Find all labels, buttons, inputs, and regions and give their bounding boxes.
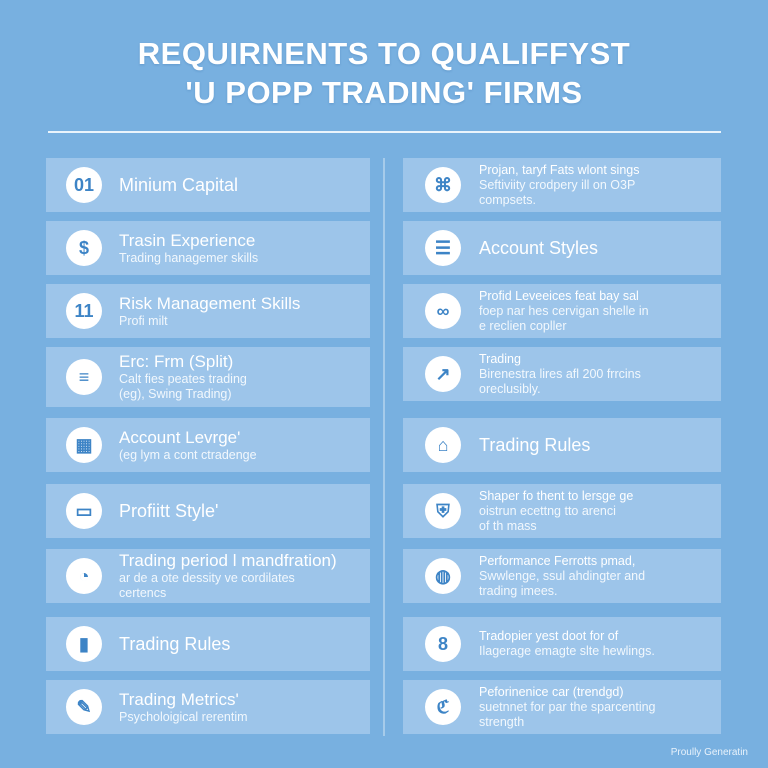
infinity-icon: ∞ [425, 293, 461, 329]
card-text [479, 352, 641, 397]
number-icon: 01 [66, 167, 102, 203]
card-text [479, 163, 639, 208]
left-requirement-card [46, 158, 370, 212]
card-description: compsets. [479, 192, 536, 207]
checklist-icon: ✎ [66, 689, 102, 725]
risk-icon: 11 [66, 293, 102, 329]
card-description: ar de a ote dessity ve cordilates [119, 571, 295, 585]
title-line-1: REQUIRNENTS TO QUALIFFYST [137, 36, 631, 71]
card-text [119, 551, 337, 601]
trend-icon: ↗ [425, 356, 461, 392]
card-description: Profi milt [119, 313, 168, 328]
title-line-2: 'U POPP TRADING' FIRMS [185, 75, 583, 110]
ce-icon: ℭ [425, 689, 461, 725]
right-requirement-card [403, 549, 721, 603]
card-description: suetnnet for par the sparcenting [479, 699, 656, 714]
left-requirement-card [46, 680, 370, 734]
card-description: Calt fies peates trading [119, 372, 247, 386]
card-text [479, 554, 645, 599]
card-description: Trading hanagemer skills [119, 250, 259, 265]
card-heading: Minium Capital [119, 175, 239, 195]
card-text [479, 489, 633, 534]
card-heading: Account Styles [479, 238, 599, 258]
card-heading: Profiitt Style' [119, 501, 219, 521]
card-description: (eg lym a cont ctradenge [119, 447, 257, 462]
card-text [119, 231, 258, 266]
card-description: oreclusibly. [479, 381, 541, 396]
left-requirement-card [46, 418, 370, 472]
chart-board-icon: ▦ [66, 427, 102, 463]
card-heading: Performance Ferrotts pmad, [479, 553, 636, 568]
card-heading: Trading period l mandfration) [119, 551, 337, 570]
document-icon: ≡ [66, 359, 102, 395]
column-divider [383, 158, 385, 736]
card-heading: Projan, taryf Fats wlont sings [479, 162, 640, 177]
card-heading: Trading Metrics' [119, 689, 239, 709]
card-text [119, 501, 218, 521]
card-text [119, 352, 247, 402]
card-text [119, 690, 248, 725]
card-description: trading imees. [479, 583, 558, 598]
card-text [479, 435, 590, 455]
card-heading: Trading Rules [479, 435, 591, 455]
left-requirement-card [46, 221, 370, 275]
gauge-icon: ◔ [66, 558, 102, 594]
handshake-icon: ⌘ [425, 167, 461, 203]
certificate-icon: $ [66, 230, 102, 266]
left-requirement-card [46, 484, 370, 538]
card-heading: Shaper fo thent to lersge ge [479, 488, 634, 503]
card-heading: Profid Leveeices feat bay sal [479, 288, 639, 303]
card-description: Ilagerage emagte slte hewlings. [479, 644, 655, 658]
page-title [0, 34, 768, 112]
links-icon: 8 [425, 626, 461, 662]
house-icon: ⌂ [425, 427, 461, 463]
card-description: Seftiviity crodpery ill on O3P [479, 177, 636, 192]
left-requirement-card [46, 347, 370, 407]
title-divider [48, 131, 721, 133]
card-heading: Trasin Experience [119, 230, 256, 250]
card-description: e reclien copller [479, 318, 567, 333]
card-description: certencs [119, 586, 167, 600]
card-heading: Risk Management Skills [119, 293, 301, 313]
card-description: Swwlenge, ssul ahdingter and [479, 568, 646, 583]
left-requirement-card [46, 549, 370, 603]
card-heading: Erc: Frm (Split) [119, 352, 234, 371]
right-requirement-card [403, 418, 721, 472]
right-requirement-card [403, 158, 721, 212]
right-requirement-card [403, 347, 721, 401]
card-description: oistrun ecettng tto arenci [479, 503, 616, 518]
card-text [119, 294, 300, 329]
card-text [119, 428, 257, 463]
left-requirement-card [46, 617, 370, 671]
card-description: of th mass [479, 518, 537, 533]
card-description: (eg), Swing Trading) [119, 387, 232, 401]
card-text [479, 629, 655, 659]
right-requirement-card [403, 221, 721, 275]
card-text [119, 634, 230, 654]
card-description: Birenestra lires afl 200 frrcins [479, 366, 641, 381]
card-description: Psycholoigical rerentim [119, 709, 248, 724]
card-heading: Peforinenice car (trendgd) [479, 684, 624, 699]
card-description: foep nar hes cervigan shelle in [479, 303, 649, 318]
list-icon: ☰ [425, 230, 461, 266]
card-heading: Trading [479, 351, 521, 366]
right-requirement-card [403, 284, 721, 338]
card-text [479, 289, 649, 334]
left-requirement-card [46, 284, 370, 338]
card-heading: Trading Rules [119, 634, 231, 654]
bar-chart-icon: ▮ [66, 626, 102, 662]
card-description: strength [479, 714, 525, 729]
right-requirement-card [403, 617, 721, 671]
right-requirement-card [403, 680, 721, 734]
monitor-icon: ▭ [66, 493, 102, 529]
card-text [479, 238, 598, 258]
card-heading: Account Levrge' [119, 427, 241, 447]
shield-icon: ⛨ [425, 493, 461, 529]
card-text [479, 685, 656, 730]
globe-icon: ◍ [425, 558, 461, 594]
watermark: Proully Generatin [670, 747, 748, 758]
card-heading: Tradopier yest doot for of [479, 629, 619, 643]
card-text [119, 175, 238, 195]
right-requirement-card [403, 484, 721, 538]
